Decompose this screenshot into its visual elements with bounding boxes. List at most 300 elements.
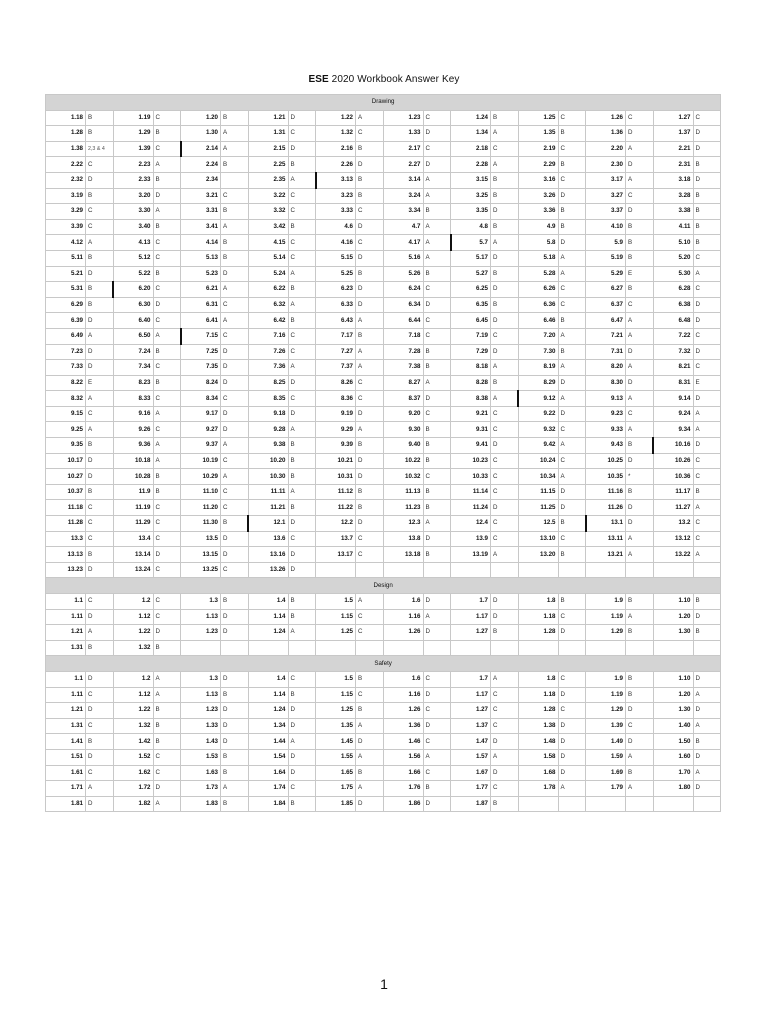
answer-value: C (558, 531, 586, 547)
answer-value: A (693, 718, 721, 734)
answer-value: D (558, 235, 586, 251)
question-number: 7.37 (316, 360, 356, 376)
question-number: 11.15 (518, 484, 558, 500)
answer-value: C (153, 141, 181, 157)
answer-value: A (86, 781, 114, 797)
answer-value: B (626, 594, 654, 610)
question-number: 8.19 (518, 360, 558, 376)
answer-value: D (288, 547, 316, 563)
answer-value: C (221, 453, 249, 469)
question-number: 13.7 (316, 531, 356, 547)
answer-value: C (693, 469, 721, 485)
question-number: 1.73 (181, 781, 221, 797)
answer-value: A (626, 172, 654, 188)
answer-value: D (693, 141, 721, 157)
answer-value: D (221, 531, 249, 547)
question-number: 1.29 (586, 625, 626, 641)
question-number: 8.38 (451, 391, 491, 407)
answer-value: B (288, 500, 316, 516)
table-row (46, 640, 721, 656)
question-number: 5.15 (316, 250, 356, 266)
question-number: 7.26 (248, 344, 288, 360)
question-number: 13.8 (383, 531, 423, 547)
answer-value: A (153, 796, 181, 812)
answer-value: B (356, 188, 384, 204)
answer-value: C (423, 141, 451, 157)
question-number: 11.12 (316, 484, 356, 500)
table-row (46, 781, 721, 797)
question-number: 7.33 (46, 360, 86, 376)
answer-key-table (45, 94, 721, 812)
answer-value: B (86, 640, 114, 656)
question-number: 3.40 (113, 219, 153, 235)
answer-value: D (221, 547, 249, 563)
question-number: 6.28 (653, 282, 693, 298)
question-number: 11.21 (248, 500, 288, 516)
question-number: 1.17 (451, 687, 491, 703)
answer-value: D (288, 406, 316, 422)
answer-value: C (86, 406, 114, 422)
question-number: 1.28 (518, 703, 558, 719)
empty-cell (626, 796, 654, 812)
answer-value: D (86, 703, 114, 719)
answer-value: B (558, 126, 586, 142)
question-number: 1.32 (316, 126, 356, 142)
question-number: 6.40 (113, 313, 153, 329)
question-number: 6.20 (113, 282, 153, 298)
answer-value: A (626, 391, 654, 407)
question-number: 6.47 (586, 313, 626, 329)
answer-value: B (626, 282, 654, 298)
answer-value: D (558, 718, 586, 734)
question-number: 1.14 (248, 609, 288, 625)
answer-value: D (356, 734, 384, 750)
question-number: 9.33 (586, 422, 626, 438)
answer-value: B (491, 172, 519, 188)
answer-value: D (693, 749, 721, 765)
title-bold: ESE (308, 74, 329, 85)
answer-value: B (356, 484, 384, 500)
question-number: 10.33 (451, 469, 491, 485)
question-number: 9.25 (46, 422, 86, 438)
answer-value: D (356, 250, 384, 266)
answer-value: D (86, 172, 114, 188)
answer-value: D (221, 609, 249, 625)
answer-table-body (46, 95, 721, 812)
question-number: 1.21 (46, 625, 86, 641)
answer-value: A (558, 781, 586, 797)
question-number: 7.29 (451, 344, 491, 360)
question-number: 1.18 (518, 609, 558, 625)
answer-value: B (288, 796, 316, 812)
answer-value: C (491, 718, 519, 734)
question-number: 3.13 (316, 172, 356, 188)
question-number: 1.31 (46, 640, 86, 656)
question-number: 1.34 (248, 718, 288, 734)
answer-value: A (558, 469, 586, 485)
question-number: 1.4 (248, 594, 288, 610)
answer-value: A (356, 422, 384, 438)
question-number: 4.12 (46, 235, 86, 251)
question-number: 6.30 (113, 297, 153, 313)
answer-value: D (626, 453, 654, 469)
question-number: 3.15 (451, 172, 491, 188)
question-number: 9.36 (113, 438, 153, 454)
table-row (46, 391, 721, 407)
answer-value: C (86, 500, 114, 516)
answer-value: C (153, 531, 181, 547)
question-number: 3.41 (181, 219, 221, 235)
question-number: 13.12 (653, 531, 693, 547)
question-number: 5.29 (586, 266, 626, 282)
question-number: 5.14 (248, 250, 288, 266)
answer-value: D (356, 219, 384, 235)
question-number: 8.33 (113, 391, 153, 407)
question-number: 1.15 (316, 609, 356, 625)
question-number: 4.16 (316, 235, 356, 251)
question-number: 6.23 (316, 282, 356, 298)
question-number: 5.8 (518, 235, 558, 251)
answer-value: A (356, 781, 384, 797)
question-number: 1.27 (653, 110, 693, 126)
answer-value: C (356, 687, 384, 703)
answer-value: A (423, 749, 451, 765)
question-number: 8.28 (451, 375, 491, 391)
question-number: 3.42 (248, 219, 288, 235)
question-number: 1.16 (383, 609, 423, 625)
question-number: 10.30 (248, 469, 288, 485)
empty-cell (451, 640, 491, 656)
answer-value: A (491, 547, 519, 563)
answer-value: C (153, 562, 181, 578)
answer-value: B (423, 266, 451, 282)
answer-value: C (491, 328, 519, 344)
question-number: 10.32 (383, 469, 423, 485)
answer-value: D (693, 438, 721, 454)
answer-value: A (221, 282, 249, 298)
table-row (46, 562, 721, 578)
question-number: 1.49 (586, 734, 626, 750)
question-number: 1.31 (46, 718, 86, 734)
question-number: 3.23 (316, 188, 356, 204)
answer-value: B (693, 625, 721, 641)
table-row (46, 516, 721, 532)
question-number: 6.25 (451, 282, 491, 298)
question-number: 7.22 (653, 328, 693, 344)
question-number: 6.49 (46, 328, 86, 344)
question-number: 1.9 (586, 671, 626, 687)
question-number: 8.21 (653, 360, 693, 376)
question-number: 8.24 (181, 375, 221, 391)
answer-value: A (693, 547, 721, 563)
question-number: 1.4 (248, 671, 288, 687)
question-number: 1.69 (586, 765, 626, 781)
question-number: 12.3 (383, 516, 423, 532)
answer-value: C (86, 718, 114, 734)
question-number: 13.20 (518, 547, 558, 563)
question-number: 1.29 (113, 126, 153, 142)
question-number: 8.35 (248, 391, 288, 407)
question-number: 4.15 (248, 235, 288, 251)
question-number: 4.11 (653, 219, 693, 235)
question-number: 3.18 (653, 172, 693, 188)
answer-value: B (626, 765, 654, 781)
answer-value: C (356, 531, 384, 547)
question-number: 7.32 (653, 344, 693, 360)
question-number: 6.26 (518, 282, 558, 298)
answer-value: D (491, 609, 519, 625)
answer-value: A (86, 391, 114, 407)
question-number: 9.24 (653, 406, 693, 422)
answer-value: D (558, 625, 586, 641)
question-number: 1.7 (451, 671, 491, 687)
answer-value: B (356, 438, 384, 454)
question-number: 6.46 (518, 313, 558, 329)
question-number: 13.5 (181, 531, 221, 547)
answer-value: C (491, 687, 519, 703)
question-number: 9.42 (518, 438, 558, 454)
answer-value: D (693, 297, 721, 313)
answer-value: D (86, 360, 114, 376)
question-number: 6.32 (248, 297, 288, 313)
question-number: 2.31 (653, 157, 693, 173)
question-number: 11.11 (248, 484, 288, 500)
question-number: 8.26 (316, 375, 356, 391)
question-number: 4.7 (383, 219, 423, 235)
answer-value: B (221, 765, 249, 781)
question-number: 1.36 (383, 718, 423, 734)
answer-value: D (626, 734, 654, 750)
answer-value: B (626, 438, 654, 454)
question-number: 9.31 (451, 422, 491, 438)
question-number: 13.21 (586, 547, 626, 563)
table-row (46, 469, 721, 485)
answer-value: D (221, 734, 249, 750)
table-row (46, 360, 721, 376)
question-number: 12.5 (518, 516, 558, 532)
answer-value: A (423, 219, 451, 235)
question-number: 2.34 (181, 172, 221, 188)
answer-value: C (86, 204, 114, 220)
question-number: 2.30 (586, 157, 626, 173)
question-number: 1.37 (451, 718, 491, 734)
answer-value: B (423, 484, 451, 500)
question-number: 1.27 (451, 703, 491, 719)
question-number: 9.32 (518, 422, 558, 438)
question-number: 1.61 (46, 765, 86, 781)
empty-cell (653, 562, 693, 578)
question-number: 1.46 (383, 734, 423, 750)
question-number: 7.35 (181, 360, 221, 376)
answer-value: D (626, 516, 654, 532)
answer-value: D (693, 391, 721, 407)
question-number: 1.31 (248, 126, 288, 142)
answer-value: C (693, 110, 721, 126)
answer-value: C (491, 453, 519, 469)
question-number: 13.26 (248, 562, 288, 578)
answer-value: B (86, 110, 114, 126)
question-number: 5.18 (518, 250, 558, 266)
question-number: 2.25 (248, 157, 288, 173)
answer-value: A (423, 375, 451, 391)
question-number: 9.29 (316, 422, 356, 438)
question-number: 13.23 (46, 562, 86, 578)
answer-value: B (558, 157, 586, 173)
question-number: 5.26 (383, 266, 423, 282)
answer-value: C (558, 297, 586, 313)
question-number: 1.16 (383, 687, 423, 703)
answer-value: B (558, 204, 586, 220)
answer-value: B (86, 188, 114, 204)
answer-value: D (491, 438, 519, 454)
question-number: 1.45 (316, 734, 356, 750)
question-number: 11.10 (181, 484, 221, 500)
answer-value: A (356, 344, 384, 360)
question-number: 9.43 (586, 438, 626, 454)
question-number: 6.48 (653, 313, 693, 329)
question-number: 3.33 (316, 204, 356, 220)
answer-value: B (153, 640, 181, 656)
table-row (46, 531, 721, 547)
table-row (46, 406, 721, 422)
question-number: 7.34 (113, 360, 153, 376)
question-number: 1.32 (113, 640, 153, 656)
answer-value: A (86, 625, 114, 641)
answer-value: D (693, 781, 721, 797)
question-number: 9.27 (181, 422, 221, 438)
answer-value: A (356, 594, 384, 610)
question-number: 1.19 (586, 609, 626, 625)
answer-value: C (153, 500, 181, 516)
question-number: 10.35 (586, 469, 626, 485)
answer-value: A (626, 781, 654, 797)
table-row (46, 157, 721, 173)
question-number: 10.23 (451, 453, 491, 469)
title-rest: 2020 Workbook Answer Key (331, 74, 460, 85)
table-row (46, 313, 721, 329)
answer-value: A (693, 422, 721, 438)
question-number: 13.2 (653, 516, 693, 532)
question-number: 9.35 (46, 438, 86, 454)
answer-value: A (221, 126, 249, 142)
question-number: 1.22 (316, 110, 356, 126)
question-number: 7.36 (248, 360, 288, 376)
question-number: 1.30 (653, 703, 693, 719)
answer-value: C (693, 453, 721, 469)
answer-value: A (626, 360, 654, 376)
question-number: 1.13 (181, 687, 221, 703)
answer-value: A (153, 157, 181, 173)
answer-value: D (356, 297, 384, 313)
question-number: 1.53 (181, 749, 221, 765)
table-row (46, 484, 721, 500)
table-row (46, 687, 721, 703)
question-number: 4.6 (316, 219, 356, 235)
answer-value: D (288, 703, 316, 719)
answer-value: D (558, 687, 586, 703)
answer-value: C (491, 484, 519, 500)
question-number: 1.8 (518, 594, 558, 610)
answer-value: B (288, 453, 316, 469)
answer-value: D (356, 516, 384, 532)
answer-value: D (356, 282, 384, 298)
empty-cell (248, 640, 288, 656)
question-number: 1.24 (451, 110, 491, 126)
answer-value: B (356, 141, 384, 157)
table-row (46, 547, 721, 563)
empty-cell (383, 562, 423, 578)
question-number: 10.18 (113, 453, 153, 469)
answer-value: A (288, 266, 316, 282)
question-number: 6.24 (383, 282, 423, 298)
answer-value: C (288, 781, 316, 797)
answer-value: D (693, 172, 721, 188)
question-number: 9.13 (586, 391, 626, 407)
answer-value: C (423, 406, 451, 422)
question-number: 1.52 (113, 749, 153, 765)
question-number: 11.25 (518, 500, 558, 516)
question-number: 1.30 (181, 126, 221, 142)
question-number: 1.26 (383, 703, 423, 719)
question-number: 1.12 (113, 687, 153, 703)
question-number: 1.33 (383, 126, 423, 142)
answer-value: B (356, 172, 384, 188)
question-number: 3.38 (653, 204, 693, 220)
question-number: 1.2 (113, 671, 153, 687)
answer-value: D (491, 204, 519, 220)
question-number: 5.7 (451, 235, 491, 251)
question-number: 6.21 (181, 282, 221, 298)
answer-value: C (491, 422, 519, 438)
question-number: 10.24 (518, 453, 558, 469)
answer-value: A (693, 765, 721, 781)
answer-value: D (86, 266, 114, 282)
question-number: 1.11 (46, 609, 86, 625)
empty-cell (693, 562, 721, 578)
answer-value: A (356, 110, 384, 126)
question-number: 3.31 (181, 204, 221, 220)
table-row (46, 375, 721, 391)
table-row (46, 204, 721, 220)
answer-value: B (423, 344, 451, 360)
question-number: 13.9 (451, 531, 491, 547)
question-number: 13.10 (518, 531, 558, 547)
answer-value: A (491, 360, 519, 376)
answer-value: C (288, 235, 316, 251)
answer-value: B (153, 703, 181, 719)
question-number: 11.17 (653, 484, 693, 500)
answer-value: B (356, 765, 384, 781)
question-number: 1.35 (316, 718, 356, 734)
answer-value: C (153, 594, 181, 610)
answer-value: C (153, 235, 181, 251)
answer-value: C (86, 687, 114, 703)
answer-value: C (423, 110, 451, 126)
empty-cell (586, 640, 626, 656)
question-number: 1.20 (653, 609, 693, 625)
question-number: 1.43 (181, 734, 221, 750)
answer-value: B (491, 375, 519, 391)
answer-value: A (221, 781, 249, 797)
answer-value: D (153, 547, 181, 563)
answer-value: B (423, 781, 451, 797)
question-number: 2.29 (518, 157, 558, 173)
answer-value: A (423, 235, 451, 251)
empty-cell (491, 562, 519, 578)
question-number: 9.14 (653, 391, 693, 407)
answer-value: A (153, 204, 181, 220)
table-row (46, 453, 721, 469)
